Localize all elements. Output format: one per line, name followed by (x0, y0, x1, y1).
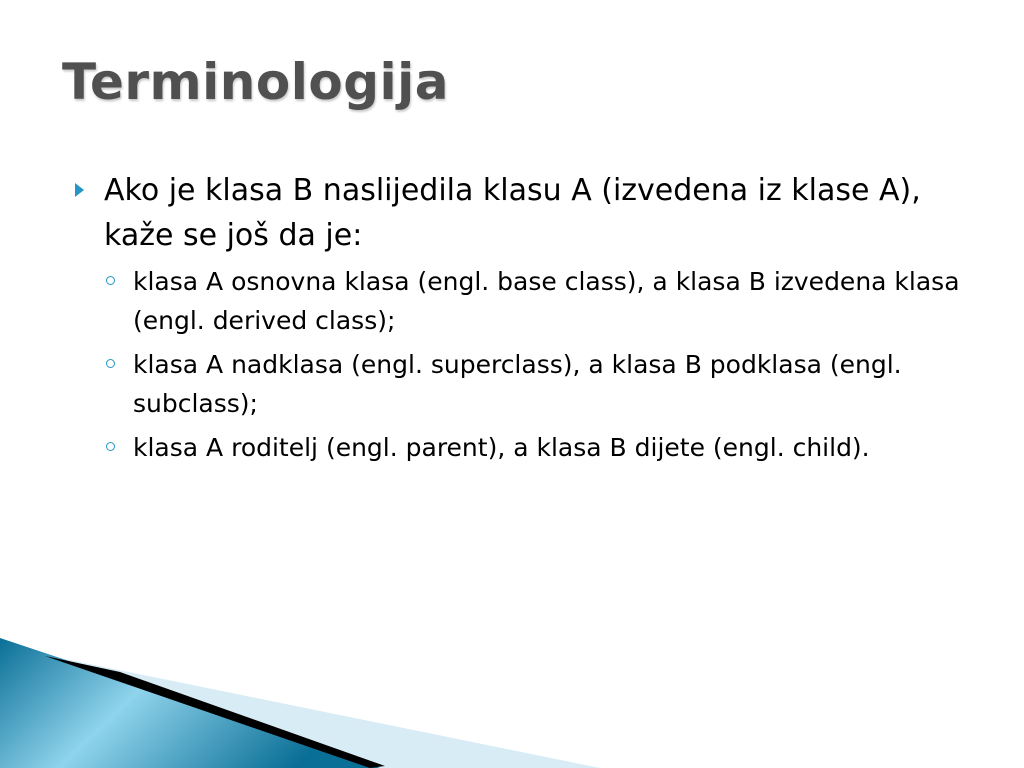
slide-content (72, 168, 972, 472)
sub-bullet-item (104, 345, 972, 423)
slide-title: Terminologija (62, 53, 450, 111)
bullet-level1 (72, 168, 972, 258)
sub-bullet-text: klasa A osnovna klasa (engl. base class), a klasa B izvedena klasa (engl. derived class); (133, 267, 960, 335)
sub-bullet-item (104, 428, 972, 467)
ring-bullet-icon (106, 276, 115, 285)
sub-bullet-text: klasa A nadklasa (engl. superclass), a klasa B podklasa (engl. subclass); (133, 350, 902, 418)
bullet-level1-text: Ako je klasa B naslijedila klasu A (izvedena iz klase A), kaže se još da je: (104, 173, 921, 253)
ring-bullet-icon (106, 442, 115, 451)
sub-bullet-list (104, 262, 972, 467)
decorative-corner-band (0, 638, 1024, 768)
sub-bullet-item (104, 262, 972, 340)
sub-bullet-text: klasa A roditelj (engl. parent), a klasa B dijete (engl. child). (133, 433, 870, 462)
ring-bullet-icon (106, 359, 115, 368)
right-triangle-bullet-icon (75, 183, 84, 197)
